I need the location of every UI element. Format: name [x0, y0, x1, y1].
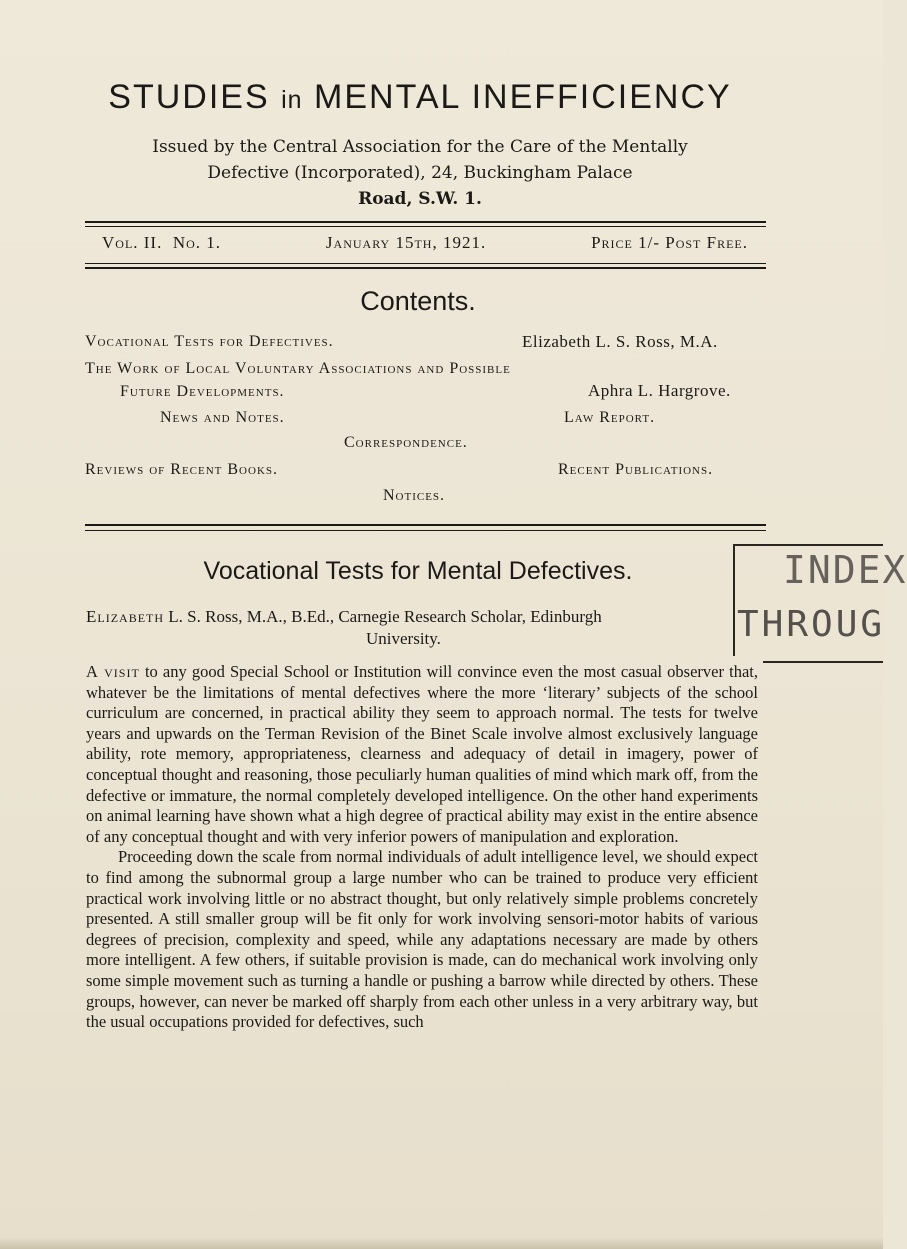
title-part-2: MENTAL INEFFICIENCY	[314, 78, 732, 116]
article-title: Vocational Tests for Mental Defectives.	[203, 557, 633, 585]
rule-mid	[85, 267, 766, 269]
article-byline	[86, 606, 776, 650]
issue-date: January 15th, 1921.	[325, 233, 487, 252]
stamp-word-index: INDEX	[783, 548, 907, 592]
stamp-word-through: THROUG	[737, 604, 886, 645]
toc-item-title: Law Report.	[564, 409, 656, 426]
stamp-border	[763, 661, 883, 663]
author-first-name: Elizabeth	[86, 607, 165, 626]
publisher-line-3: Road, S.W. 1.	[358, 189, 482, 209]
contents-heading: Contents.	[360, 286, 476, 316]
publisher-line-1: Issued by the Central Association for the Care of the Mentally	[152, 137, 688, 157]
paragraph-lead: A visit	[86, 662, 140, 681]
toc-item-title: Vocational Tests for Defectives.	[85, 333, 334, 350]
rule-top	[85, 221, 766, 223]
paragraph-text: to any good Special School or Institution will convince even the most casual observer that, whatever be the limitations of mental defectives where the more ‘literary’ subjects of the school curriculum are concerned, in practical ability they seem to approach normal. The tests for twelve years and upwards on the Terman Revision of the Binet Scale involve almost exclusively language ability, rote memory, appropriateness, clearness and adequacy of detail in imagery, power of conceptual thought and reasoning, those peculiarly human qualities of mind which mark off, from the defective or immature, the normal completely developed intelligence. On the other hand experiments on animal learning have shown what a high degree of practical ability may exist in the entire absence of any conceptual thought and with very inferior powers of manipulation and exploration.	[86, 662, 758, 846]
index-stamp	[733, 540, 907, 662]
toc-item-author: Elizabeth L. S. Ross, M.A.	[522, 332, 718, 351]
toc-item-title: Correspondence.	[344, 434, 468, 451]
toc-item-title: Reviews of Recent Books.	[85, 461, 279, 478]
stamp-border	[733, 544, 735, 656]
article-body	[86, 662, 758, 1033]
author-credentials: L. S. Ross, M.A., B.Ed., Carnegie Research Scholar, Edinburgh	[168, 607, 602, 626]
toc-item-author: Aphra L. Hargrove.	[588, 381, 731, 400]
paragraph: Proceeding down the scale from normal individuals of adult intelligence level, we should expect to find among the subnormal group a large number who can be trained to produce very efficient practical work involving little or no abstract thought, but only relatively simple problems concretely presented. A still smaller group will be fit only for work involving sensori-motor habits of various degrees of precision, complexity and speed, while any adaptations necessary are made by others more intelligent. A few others, if suitable provision is made, can do mechanical work involving only some simple movement such as turning a handle or pushing a barrow while directed by others. These groups, however, can never be marked off sharply from each other unless in a very arbitrary way, but the usual occupations provided for defectives, such	[86, 847, 758, 1032]
title-in: in	[281, 86, 303, 114]
rule-lower-thin	[85, 530, 766, 531]
number: No. 1.	[172, 233, 222, 252]
stamp-border	[733, 544, 883, 546]
volume-number	[102, 233, 221, 253]
rule-mid-thin	[85, 263, 766, 264]
volume: Vol. II.	[102, 233, 163, 252]
toc-item-title: Notices.	[383, 487, 446, 504]
rule-top-thin	[85, 226, 766, 227]
issue-price: Price 1/- Post Free.	[591, 233, 748, 252]
toc-item-title: Recent Publications.	[558, 461, 714, 478]
title-part-1: STUDIES	[108, 78, 270, 116]
rule-lower	[85, 524, 766, 526]
publisher-note	[140, 134, 700, 212]
issue-info	[102, 233, 748, 253]
toc-item-title-cont: Future Developments.	[120, 383, 285, 400]
author-university: University.	[366, 629, 441, 648]
paragraph	[86, 662, 758, 847]
toc-item-title: The Work of Local Voluntary Associations and Possible	[85, 360, 511, 377]
toc-item-title: News and Notes.	[160, 409, 285, 426]
page-edge	[0, 1237, 883, 1249]
journal-title	[0, 78, 840, 117]
publisher-line-2: Defective (Incorporated), 24, Buckingham Palace	[207, 163, 633, 183]
